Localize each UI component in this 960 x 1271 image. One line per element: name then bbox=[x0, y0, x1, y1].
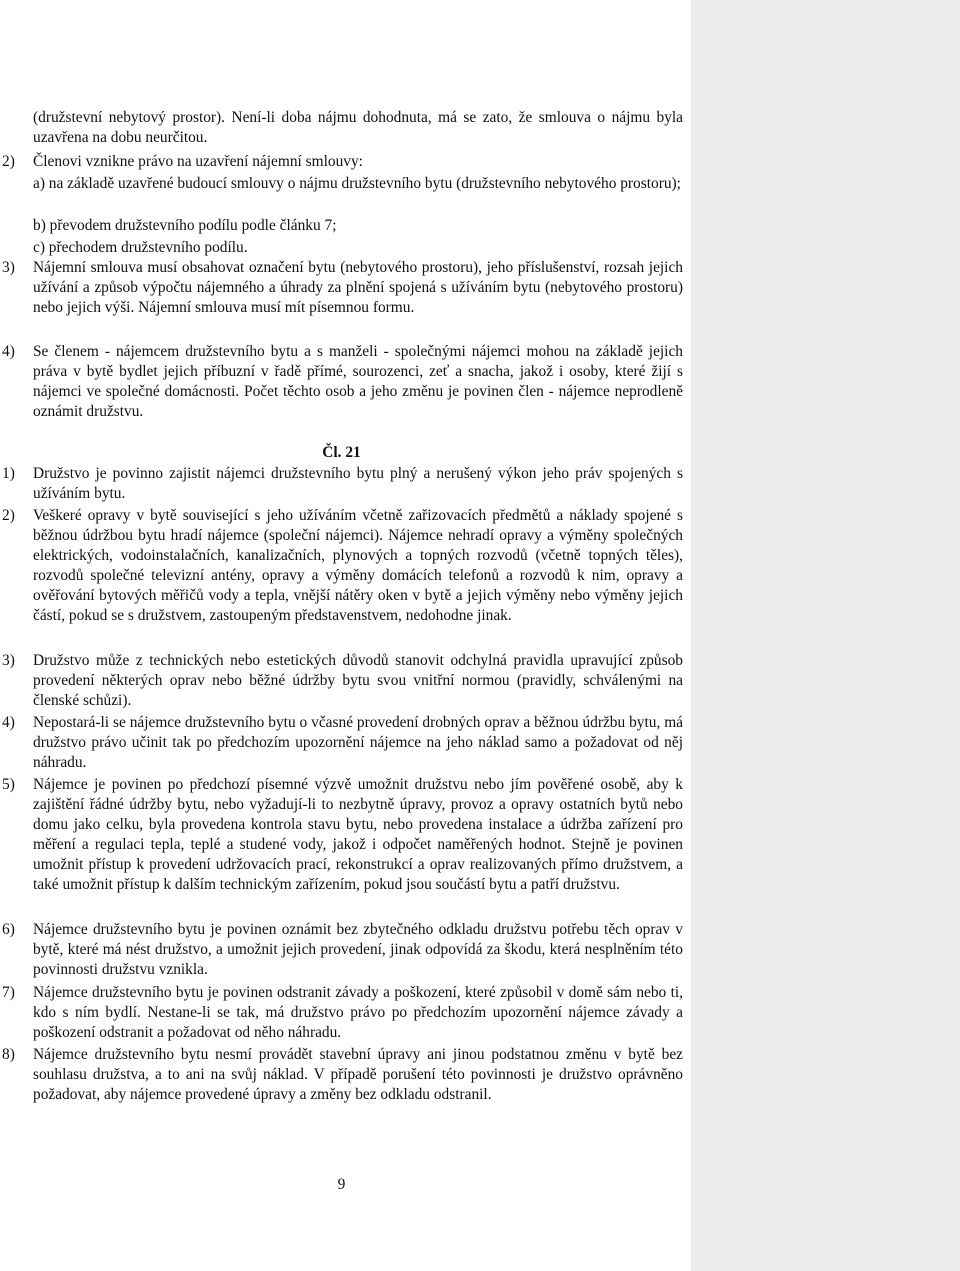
item-text: Členovi vznikne právo na uzavření nájemní smlouvy: bbox=[33, 153, 363, 170]
item-number: 2) bbox=[2, 507, 15, 524]
item-number: 3) bbox=[2, 259, 15, 276]
item-number: 8) bbox=[2, 1046, 15, 1063]
intro-paragraph: (družstevní nebytový prostor). Není-li doba nájmu dohodnuta, má se zato, že smlouva o nájmu byla uzavřena na dobu neurčitou. bbox=[33, 109, 683, 146]
item-number: 6) bbox=[2, 921, 15, 938]
subitem-a: a) na základě uzavřené budoucí smlouvy o nájmu družstevního bytu (družstevního nebytového prostoru); bbox=[33, 175, 681, 192]
item-text: Družstvo může z technických nebo estetických důvodů stanovit odchylná pravidla upravující způsob provedení některých oprav nebo běžné údržby bytu svou vnitřní normou (pravidly, schválenými na členské schůzi). bbox=[33, 652, 683, 709]
item-text: Se členem - nájemcem družstevního bytu a s manželi - společnými nájemci mohou na základě jejich práva v bytě bydlet jejich příbuzní v řadě přímé, sourozenci, zeť a snacha, jakož i osoby, které žijí s nájemci ve společné domácnosti. Počet těchto osob a jeho změnu je povinen člen - nájemce neprodleně oznámit družstvu. bbox=[33, 343, 683, 420]
item-text: Nájemce družstevního bytu je povinen odstranit závady a poškození, které způsobil v domě sám nebo ti, kdo s ním bydlí. Nestane-li se tak, má družstvo právo po předchozím upozornění nájemce závady a poškození odstranit a požadovat od něho náhradu. bbox=[33, 984, 683, 1041]
page-number: 9 bbox=[337, 1176, 346, 1193]
item-text: Nepostará-li se nájemce družstevního bytu o včasné provedení drobných oprav a běžnou údržbu bytu, má družstvo právo učinit tak po předchozím upozornění nájemce na jeho náklad samo a požadovat od něj náhradu. bbox=[33, 714, 683, 771]
article-heading: Čl. 21 bbox=[322, 444, 361, 461]
subitem-c: c) přechodem družstevního podílu. bbox=[33, 239, 248, 256]
item-text: Nájemce je povinen po předchozí písemné výzvě umožnit družstvu nebo jím pověřené osobě, aby k zajištění řádné údržby bytu, nebo vyžadují-li to nezbytně úpravy, provoz a opravy ostatních bytů nebo domu jako celku, byla provedena kontrola stavu bytu, nebo provedena instalace a údržba zařízení pro měření a regulaci tepla, teplé a studené vody, jakož i odpočet naměřených hodnot. Stejně je povinen umožnit přístup k provedení udržovacích prací, rekonstrukcí a oprav realizovaných přímo družstvem, a také umožnit přístup k dalším technickým zařízením, pokud jsou součástí bytu a patří družstvu. bbox=[33, 776, 683, 893]
item-number: 4) bbox=[2, 343, 15, 360]
item-number: 5) bbox=[2, 776, 15, 793]
item-number: 4) bbox=[2, 714, 15, 731]
item-number: 7) bbox=[2, 984, 15, 1001]
subitem-b: b) převodem družstevního podílu podle článku 7; bbox=[33, 217, 337, 234]
item-number: 1) bbox=[2, 465, 15, 482]
item-text: Nájemce družstevního bytu nesmí provádět stavební úpravy ani jinou podstatnou změnu v bytě bez souhlasu družstva, a to ani na svůj náklad. V případě porušení této povinnosti je družstvo oprávněno požadovat, aby nájemce provedené úpravy a změny bez odkladu odstranil. bbox=[33, 1046, 683, 1103]
item-text: Družstvo je povinno zajistit nájemci družstevního bytu plný a nerušený výkon jeho práv spojených s užíváním bytu. bbox=[33, 465, 683, 502]
item-number: 3) bbox=[2, 652, 15, 669]
item-number: 2) bbox=[2, 153, 15, 170]
item-text: Nájemní smlouva musí obsahovat označení bytu (nebytového prostoru), jeho příslušenství, rozsah jejich užívání a způsob výpočtu nájemného a úhrady za plnění spojená s užíváním bytu (nebytového prostoru) nebo jejich výši. Nájemní smlouva musí mít písemnou formu. bbox=[33, 259, 683, 316]
item-text: Nájemce družstevního bytu je povinen oznámit bez zbytečného odkladu družstvu potřebu těch oprav v bytě, které má nést družstvo, a umožnit jejich provedení, jinak odpovídá za škodu, která nesplněním této povinnosti družstvu vznikla. bbox=[33, 921, 683, 978]
item-text: Veškeré opravy v bytě související s jeho užíváním včetně zařizovacích předmětů a náklady spojené s běžnou údržbou bytu hradí nájemce (společní nájemci). Nájemce nehradí opravy a výměny společných elektrických, vodoinstalačních, kanalizačních, plynových a topných rozvodů (včetně topných těles), rozvodů společné televizní antény, opravy a výměny domácích telefonů a rozvodů k nim, opravy a ověřování bytových měřičů vody a tepla, vnější nátěry oken v bytě a jejich výměny nebo výměny jejich částí, pokud se s družstvem, zastoupeným představenstvem, nedohodne jinak. bbox=[33, 507, 683, 624]
side-panel bbox=[691, 0, 960, 1271]
